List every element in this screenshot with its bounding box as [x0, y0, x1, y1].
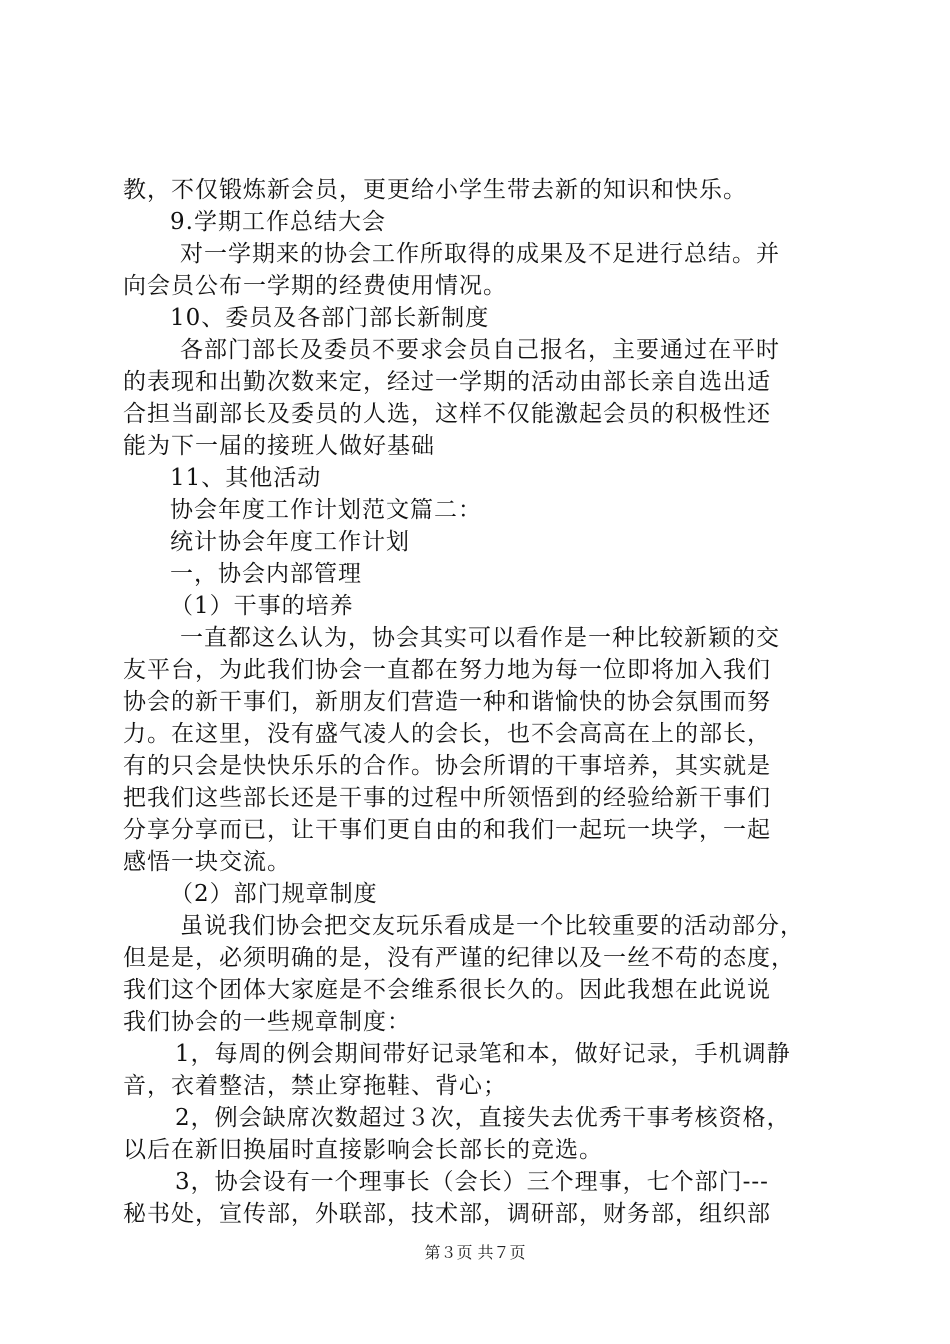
- text-line: 1，每周的例会期间带好记录笔和本，做好记录，手机调静: [175, 1041, 791, 1067]
- text-line: 协会的新干事们，新朋友们营造一种和谐愉快的协会氛围而努: [123, 689, 771, 715]
- text-line: 11、其他活动: [170, 465, 322, 491]
- text-line: 我们协会的一些规章制度：: [123, 1009, 411, 1035]
- text-line: 统计协会年度工作计划: [170, 529, 410, 555]
- text-line: 3，协会设有一个理事长（会长）三个理事，七个部门---: [175, 1169, 769, 1195]
- text-line: 能为下一届的接班人做好基础: [123, 433, 435, 459]
- text-line: 把我们这些部长还是干事的过程中所领悟到的经验给新干事们: [123, 785, 771, 811]
- text-line: 对一学期来的协会工作所取得的成果及不足进行总结。并: [180, 241, 780, 267]
- text-line: 感悟一块交流。: [123, 849, 291, 875]
- text-line: 10、委员及各部门部长新制度: [170, 305, 490, 331]
- text-line: 友平台，为此我们协会一直都在努力地为每一位即将加入我们: [123, 657, 771, 683]
- text-line: 各部门部长及委员不要求会员自己报名，主要通过在平时: [180, 337, 780, 363]
- text-line: 但是是，必须明确的是，没有严谨的纪律以及一丝不苟的态度，: [123, 945, 795, 971]
- text-line: 的表现和出勤次数来定，经过一学期的活动由部长亲自选出适: [123, 369, 771, 395]
- text-line: 分享分享而已，让干事们更自由的和我们一起玩一块学，一起: [123, 817, 771, 843]
- text-line: 我们这个团体大家庭是不会维系很长久的。因此我想在此说说: [123, 977, 771, 1003]
- text-line: 秘书处，宣传部，外联部，技术部，调研部，财务部，组织部: [123, 1201, 771, 1227]
- text-line: 以后在新旧换届时直接影响会长部长的竞选。: [123, 1137, 603, 1163]
- text-line: 向会员公布一学期的经费使用情况。: [123, 273, 507, 299]
- text-line: 一直都这么认为，协会其实可以看作是一种比较新颖的交: [180, 625, 780, 651]
- text-line: 9.学期工作总结大会: [170, 209, 386, 235]
- text-line: 合担当副部长及委员的人选，这样不仅能激起会员的积极性还: [123, 401, 771, 427]
- text-line: （1）干事的培养: [170, 593, 354, 619]
- text-line: 力。在这里，没有盛气凌人的会长，也不会高高在上的部长，: [123, 721, 771, 747]
- page-footer: 第３页 共７页: [424, 1243, 526, 1262]
- text-line: 一，协会内部管理: [170, 561, 362, 587]
- text-line: 协会年度工作计划范文篇二：: [170, 497, 482, 523]
- text-line: 音，衣着整洁，禁止穿拖鞋、背心；: [123, 1073, 507, 1099]
- text-line: （2）部门规章制度: [170, 881, 378, 907]
- text-line: 有的只会是快快乐乐的合作。协会所谓的干事培养，其实就是: [123, 753, 771, 779]
- text-line: 教，不仅锻炼新会员，更更给小学生带去新的知识和快乐。: [123, 177, 747, 203]
- text-line: 2，例会缺席次数超过３次，直接失去优秀干事考核资格，: [175, 1105, 791, 1131]
- text-line: 虽说我们协会把交友玩乐看成是一个比较重要的活动部分，: [180, 913, 804, 939]
